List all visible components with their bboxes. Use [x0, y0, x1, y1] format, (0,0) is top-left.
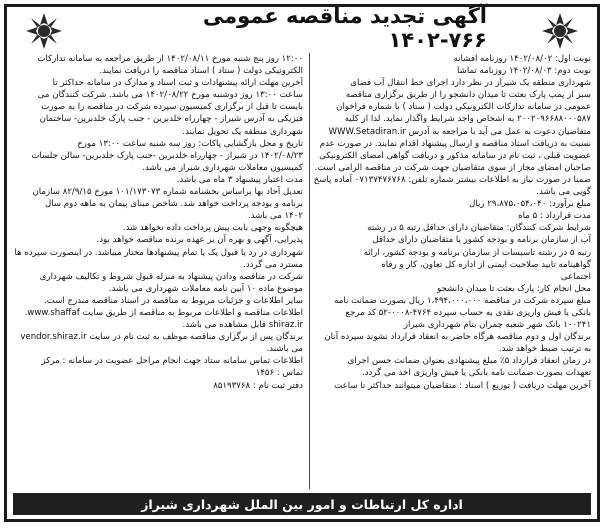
left-column	[13, 53, 303, 489]
text-line: ضمنا در صورت نیاز به اطلاعات بیشتر شماره تلفن: ۰۷۱۳۷۴۷۶۷۶۸ آماده پاسخ	[313, 174, 591, 185]
text-line: عضویت قبلی ، ثبت نام در سامانه مذکور و دریافت گواهی امضای الکترونیکی	[319, 150, 591, 161]
shiraz-municipality-logo-icon	[11, 9, 77, 57]
text-line: shiraz.ir قابل مشاهده می باشد.	[182, 320, 303, 331]
text-line: شهرداری در رد یا قبول یک یا تمام پیشنهادها مختار میباشد. در اینصورت سپرده ها	[14, 247, 303, 258]
text-line: نوبت دوم: ۱۴۰۲/۰۸/۰۳ روزنامه تماشا	[457, 66, 591, 77]
text-line: هیچگونه وجهی بابت پیش پرداخت داده نخواهد شد.	[122, 223, 303, 234]
text-line: صاحبان امضای مجاز از سوی متقاضیان جهت شرکت در مناقصه الزامی است.	[314, 162, 591, 173]
text-line: می باشند.	[266, 344, 303, 355]
column-divider	[309, 53, 310, 489]
text-line: دفتر ثبت نام : ۸۵۱۹۳۷۶۸	[213, 380, 303, 391]
text-line: مدت اعتبار پیشنهاد ۳ ماه می باشد.	[176, 174, 303, 185]
text-line: آب از سازمان برنامه و بودجه کشور یا متقاضیان دارای حداقل	[372, 235, 591, 246]
text-line: تعدیل آحاد بها براساس بخشنامه شماره ۱۰۱/۱۷۳۰۷۳ مورخ ۸۲/۹/۱۵ سازمان	[32, 187, 303, 198]
text-line: اطلاعات تماس سامانه ستاد جهت انجام مراحل عضویت در سامانه : مرکز	[41, 356, 303, 367]
text-line: برنامه و بودجه پرداخت خواهد شد. شاخص مبنای پیمان به ماهه دوم سال	[45, 199, 303, 210]
text-line: عمومی در سامانه تدارکات الکترونیکی دولت ( ستاد ) با شماره فراخوان	[336, 102, 591, 113]
text-line: شهرداری منطقه یک شیراز در نظر دارد اجرای خط انتقال آب فضای	[350, 78, 591, 89]
text-line: آخرین مهلت دریافت ( توزیع ) اسناد : متقاضیان میتوانند حداکثر تا ساعت	[334, 380, 591, 391]
text-line: بایست تا قبل از برگزاری کمیسیون سپرده شرکت در مناقصه را به صورت	[41, 102, 303, 113]
text-line: ۱۴۰۲ می باشد.	[247, 211, 303, 222]
text-line: مسترد می گردد.	[243, 259, 303, 270]
text-line: برندگان پس از برگزاری مناقصه موظف به ثبت نام در سایت vendor.shiraz.ir	[20, 332, 303, 343]
text-line: محل انجام کار: پارک بعثت تا میدان دانشجو	[437, 283, 591, 294]
text-line: مبلغ سپرده شرکت در مناقصه ۱،۴۹۴،۰۰۰،۰۰۰ ریال بصورت ضمانت نامه	[334, 295, 591, 306]
text-line: فیزیکی به آدرس شیراز - چهارراه خلدبرین - جنب پارک خلدبرین- ساختمان	[39, 114, 303, 125]
text-line: تماس : ۱۴۵۶	[255, 368, 303, 379]
text-line: اجتماعی	[560, 271, 591, 282]
text-line: پذیرایی، آگهی و بهره آن بر عهده برنده مناقصه خواهد بود.	[96, 235, 303, 246]
body-columns	[13, 53, 591, 489]
text-line: رتبه ۵ در رشته تاسیسات از سازمان برنامه و بودجه کشور، ارائه	[363, 247, 591, 258]
text-line: ساعت ۱۳:۰۰ روز دوشنبه مورخ ۱۴۰۲/۰۸/۲۲ می باشد. شرکت کنندگان می	[37, 90, 303, 101]
text-line: الکترونیکی دولت ( ستاد ) اسناد مناقصه را دریافت نمایند.	[99, 66, 303, 77]
text-line: ۱۴۰۲/۰۸/۲۳ در شیراز - چهارراه خلدبرین -جنب پارک خلدبرین- سالن جلسات	[31, 150, 303, 161]
text-line: گواهینامه تایید صلاحیت ایمنی از اداره کل تعاون، کار و رفاه	[381, 259, 591, 270]
text-line: سایر اطلاعات و جزئیات مربوط به مناقصه در اسناد مناقصه مندرج است.	[44, 295, 303, 306]
text-line: بانکی یا فیش واریزی نقدی به حساب سپرده ۴۷۶۴-۰۰۰۸-۵۲ کد مرجع	[345, 307, 591, 318]
shiraz-municipality-logo-icon	[527, 9, 593, 57]
text-line: ۱۲:۰۰ روز پنج شنبه مورخ ۱۴۰۲/۰۸/۱۱ از طریق مراجعه به سامانه تدارکات	[37, 54, 303, 64]
text-line: متقاضیان دعوت به عمل می آید با مراجعه به آدرس WWW.Setadiran.ir	[328, 126, 591, 137]
text-line: اطلاعات مناقصه و اطلاعات مربوط به مناقصه از طریق سایت www.shaffaf.	[24, 307, 303, 318]
text-line: تاریخ و محل بازگشایی پاکات: روز سه شنبه ساعت ۱۳:۰۰ مورخ	[77, 138, 303, 149]
advertisement-frame	[4, 4, 600, 522]
text-line: در زمان انعقاد قرارداد ۵٪ مبلغ پیشنهادی بعنوان ضمانت حسن اجرای	[347, 356, 591, 367]
text-line: به ترتیب ضبط خواهد شد.	[498, 344, 591, 355]
text-line: آخرین مهلت ارائه پیشنهادات و ثبت اسناد و مدارک در سامانه حداکثر تا	[52, 78, 303, 89]
text-line: کمیسیون معاملات شهرداری شیراز می باشد.	[142, 162, 303, 173]
text-line: موضوع ماده ۱۰ آیین نامه معاملات شهرداری می باشد.	[108, 283, 303, 294]
text-line: ۱۰۰۲۴۱ بانک شهر شعبه چمران بنام شهرداری شیراز	[403, 320, 591, 331]
text-line: گویی می باشد.	[536, 187, 591, 198]
text-line: سبز از پمپ پارک بعثت تا میدان دانشجو را از طریق برگزاری مناقصه	[345, 90, 591, 101]
footer-banner: اداره کل ارتباطات و امور بین الملل شهرداری شیراز	[13, 493, 591, 515]
text-line: مدت قرارداد : ۵ ماه	[518, 211, 591, 222]
text-line: شرکت در مناقصه ودادن پیشنهاد به منزله قبول شروط و تکالیف شهرداری	[39, 271, 303, 282]
right-column	[303, 53, 591, 489]
text-line: شهرداری منطقه یک تحویل نمایند.	[182, 126, 303, 137]
text-line: شرایط شرکت کنندگان: متقاضیان دارای حداقل رتبه ۵ در رشته	[367, 223, 591, 234]
page-title: آگهی تجدید مناقصه عمومی ۷۶۶-۱۴۰۲	[202, 4, 487, 52]
text-line: نوبت اول: ۱۴۰۲/۰۸/۰۲ روزنامه افشانه	[453, 54, 591, 64]
text-line: برندگان اول و دوم مناقصه هرگاه حاضر به انعقاد قرارداد نشوند سپرده آنان	[324, 332, 591, 343]
text-line: نسبت به دریافت اسناد مناقصه و ارسال پیشنهاد اقدام نمایند. در صورت عدم	[319, 138, 591, 149]
text-line: تعهدات بصورت ضمانت نامه بانکی یا فیش واریزی اخذ می گردد.	[362, 368, 591, 379]
text-line: مبلغ برآورد: ۲۹،۸۷۵،۰۵۴،۰۴۰ ریال	[469, 199, 591, 210]
text-line: ۲۰۰۲۰۹۶۶۸۸۰۰۰۵۸۷ به اشخاص واجد شرایط واگذار نماید. لذا از کلیه	[344, 114, 591, 125]
